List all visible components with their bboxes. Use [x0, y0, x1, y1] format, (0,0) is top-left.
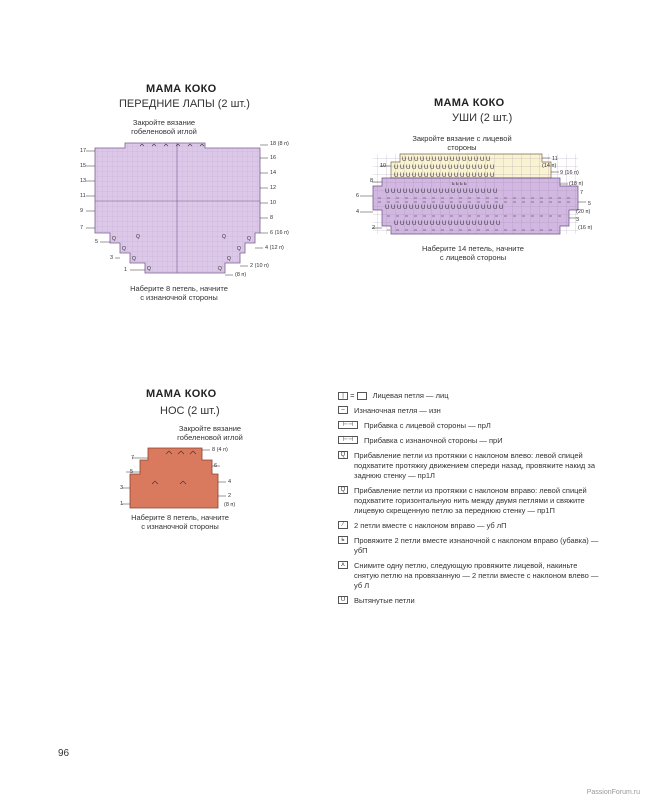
- ears-label-l2: 8: [370, 178, 374, 184]
- legend-item-m1r: Q Прибавление петли из протяжки с наклоном вправо: левой спицей подхватите горизонтальную нить между двумя петлями и свяжите лицевую скрещенную петлю за переднюю стенку — пр1П: [338, 486, 600, 516]
- ears-bottom-note: Наберите 14 петель, начните с лицевой стороны: [422, 244, 524, 262]
- paws-label-r2: 16: [270, 155, 277, 161]
- long-stitch-icon: U: [338, 596, 348, 604]
- paws-label-l3: 13: [80, 178, 87, 184]
- ears-label-r8: 3: [576, 217, 580, 223]
- paws-label-l7: 5: [95, 239, 99, 245]
- purl-symbol-icon: –: [338, 406, 348, 414]
- legend-item-long: U Вытянутые петли: [338, 596, 600, 606]
- paws-label-r1: 18 (8 п): [270, 141, 289, 147]
- ears-label-r6: 5: [588, 201, 592, 207]
- svg-text:Q: Q: [237, 246, 241, 252]
- increase-rs-icon: ⊢⊣: [338, 421, 358, 429]
- watermark: PassionForum.ru: [586, 789, 640, 796]
- ears-subtitle: УШИ (2 шт.): [452, 112, 513, 124]
- paws-label-r5: 10: [270, 200, 277, 206]
- ears-label-r7: (20 п): [576, 209, 591, 215]
- svg-text:Q: Q: [122, 246, 126, 252]
- m1r-icon: Q: [338, 486, 348, 494]
- legend-item-knit: | = Лицевая петля — лиц: [338, 391, 600, 401]
- m1l-icon: Q: [338, 451, 348, 459]
- svg-text:U U U U U U U U U U U U U U U: U U U U U U U U U U U U U U U U U: [394, 165, 495, 171]
- svg-text:U U U U U U U U U U U U U U U: U U U U U U U U U U U U U U U U U U U: [385, 189, 498, 195]
- skp-icon: ⋏: [338, 561, 348, 569]
- ears-label-l1: 10: [380, 163, 387, 169]
- nose-label-r1: 8 (4 п): [212, 447, 228, 453]
- paws-label-r4: 12: [270, 185, 277, 191]
- svg-text:Q: Q: [218, 266, 222, 272]
- ears-title: МАМА КОКО: [434, 97, 505, 109]
- nose-subtitle: НОС (2 шт.): [160, 405, 220, 417]
- paws-bottom-note: Наберите 8 петель, начните с изнаночной стороны: [130, 284, 228, 302]
- increase-ws-icon: ⊢⊣: [338, 436, 358, 444]
- svg-text:Q: Q: [222, 234, 226, 240]
- svg-text:U U U U U U U U U U U U U U U: U U U U U U U U U U U U U U U U U: [394, 173, 495, 179]
- legend-item-inc-ws: ⊢⊣ Прибавка с изнаночной стороны — прИ: [338, 436, 600, 446]
- knit-symbol-icon: | =: [338, 391, 367, 401]
- paws-label-l5: 9: [80, 208, 84, 214]
- page-number: 96: [58, 748, 70, 759]
- nose-label-l2: 5: [130, 469, 134, 475]
- nose-label-r2: 6: [214, 463, 218, 469]
- nose-shape: [130, 448, 218, 508]
- ears-label-l3: 6: [356, 193, 360, 199]
- ears-label-r5: 7: [580, 190, 584, 196]
- ears-label-r9: (16 п): [578, 225, 593, 231]
- paws-label-l1: 17: [80, 148, 87, 154]
- paws-title: МАМА КОКО: [146, 83, 217, 95]
- paws-label-l9: 1: [124, 267, 128, 273]
- ears-label-r3: 9 (16 п): [560, 170, 579, 176]
- paws-label-r10: (8 п): [235, 272, 247, 278]
- nose-label-r5: (8 п): [224, 502, 236, 508]
- nose-bottom-note: Наберите 8 петель, начните с изнаночной стороны: [131, 513, 229, 531]
- legend-item-skp: ⋏ Снимите одну петлю, следующую провяжите лицевой, накиньте снятую петлю на провязанную — 2 петли вместе с наклоном влево — уб Л: [338, 561, 600, 591]
- nose-label-l4: 1: [120, 501, 124, 507]
- ears-decrease-marks: [452, 181, 467, 187]
- svg-text:Q: Q: [112, 236, 116, 242]
- ears-label-r1: 11: [552, 156, 558, 162]
- paws-label-r8: 4 (12 п): [265, 245, 284, 251]
- paws-label-r6: 8: [270, 215, 274, 221]
- nose-label-l1: 7: [131, 455, 135, 461]
- ears-label-r4: (18 п): [569, 181, 584, 187]
- ears-label-r2: (14 п): [542, 163, 557, 169]
- nose-label-l3: 3: [120, 485, 124, 491]
- ears-label-l4: 4: [356, 209, 360, 215]
- paws-label-r3: 14: [270, 170, 277, 176]
- ears-chart: [350, 150, 600, 248]
- svg-text:U U U U U U U U U U U U U U U: U U U U U U U U U U U U U U U: [402, 157, 491, 163]
- svg-text:Q: Q: [132, 256, 136, 262]
- ears-top-note: Закройте вязание с лицевой стороны: [412, 134, 512, 152]
- paws-label-l6: 7: [80, 225, 84, 231]
- nose-label-r4: 2: [228, 493, 232, 499]
- svg-text:Q: Q: [136, 234, 140, 240]
- p2tog-icon: ь: [338, 536, 348, 544]
- paws-label-r7: 6 (16 п): [270, 230, 289, 236]
- legend-item-p2tog: ь Провяжите 2 петли вместе изнаночной с наклоном вправо (убавка) — убП: [338, 536, 600, 556]
- svg-text:Q: Q: [147, 266, 151, 272]
- paws-label-l8: 3: [110, 255, 114, 261]
- nose-top-note: Закройте вязание гобеленовой иглой: [177, 424, 243, 442]
- legend: [338, 391, 600, 611]
- svg-text:U U U U U U U U U U U U U U U: U U U U U U U U U U U U U U U U U U: [394, 221, 501, 227]
- svg-text:Q: Q: [247, 236, 251, 242]
- nose-label-r3: 4: [228, 479, 232, 485]
- legend-item-purl: – Изнаночная петля — изн: [338, 406, 600, 416]
- svg-text:U U U U U U U U U U U U U U U: U U U U U U U U U U U U U U U U U U U U: [385, 205, 504, 211]
- paws-label-r9: 2 (10 п): [250, 263, 269, 269]
- paws-label-l2: 15: [80, 163, 87, 169]
- paws-label-l4: 11: [80, 193, 86, 199]
- nose-title: МАМА КОКО: [146, 388, 217, 400]
- legend-item-inc-rs: ⊢⊣ Прибавка с лицевой стороны — прЛ: [338, 421, 600, 431]
- paws-subtitle: ПЕРЕДНИЕ ЛАПЫ (2 шт.): [119, 98, 250, 110]
- svg-text:ь ь ь ь: ь ь ь ь: [452, 181, 467, 187]
- legend-item-m1l: Q Прибавление петли из протяжки с наклоном влево: левой спицей подхватите протяжку движением спереди назад, провяжите накид за заднюю стенку — пр1Л: [338, 451, 600, 481]
- svg-text:Q: Q: [227, 256, 231, 262]
- paws-top-note: Закройте вязание гобеленовой иглой: [131, 118, 197, 136]
- legend-item-k2tog: ⁄ 2 петли вместе с наклоном вправо — уб лП: [338, 521, 600, 531]
- ears-label-l5: 2: [372, 225, 376, 231]
- k2tog-icon: ⁄: [338, 521, 348, 529]
